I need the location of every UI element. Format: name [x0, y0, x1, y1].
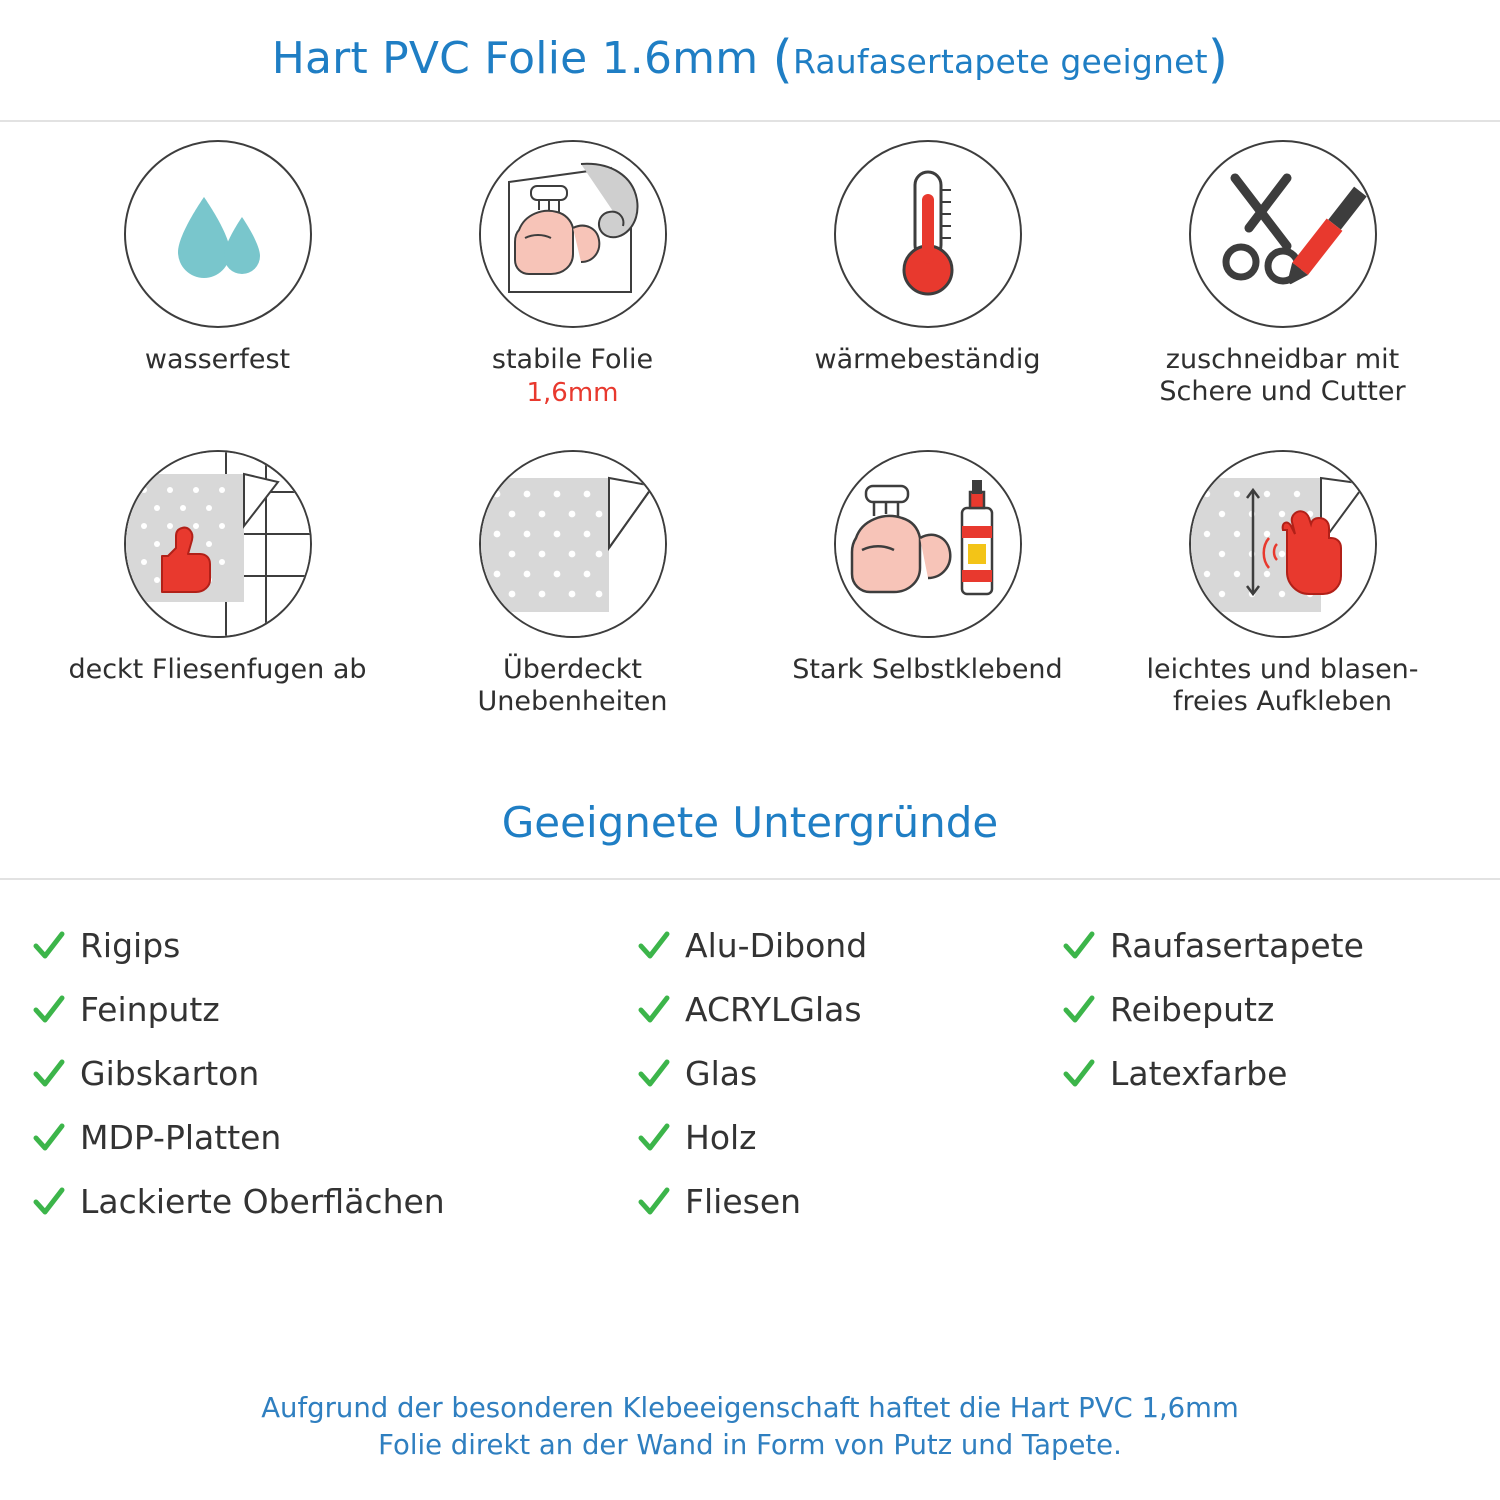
substrate-column-2 [637, 918, 1062, 1230]
list-item [637, 1046, 1062, 1102]
list-item [637, 918, 1062, 974]
feature-label: deckt Fliesenfugen ab [68, 654, 367, 685]
feature-label: zuschneidbar mit Schere und Cutter [1159, 344, 1406, 407]
check-icon [32, 1185, 66, 1219]
feature-item [750, 140, 1105, 450]
footer-line-1: Aufgrund der besonderen Klebeeigenschaft haftet die Hart PVC 1,6mm [261, 1391, 1239, 1424]
list-item-label: Lackierte Oberflächen [80, 1181, 445, 1221]
feature-item [1105, 450, 1460, 760]
footer-line-2: Folie direkt an der Wand in Form von Putz und Tapete. [378, 1428, 1122, 1461]
list-item-label: Feinputz [80, 989, 220, 1029]
flexing-arm-foil-icon [479, 140, 667, 328]
feature-caption [792, 654, 1062, 686]
feature-label: wasserfest [144, 344, 291, 375]
thermometer-icon [834, 140, 1022, 328]
feature-caption [145, 344, 290, 376]
list-item [637, 982, 1062, 1038]
check-icon [32, 1121, 66, 1155]
list-item [32, 982, 637, 1038]
feature-caption [1118, 344, 1448, 408]
feature-label: leichtes und blasen- freies Aufkleben [1146, 654, 1419, 717]
list-item-label: Gibskarton [80, 1053, 260, 1093]
feature-item [750, 450, 1105, 760]
list-item [1062, 918, 1470, 974]
feature-label: Überdeckt Unebenheiten [477, 654, 668, 717]
check-icon [1062, 993, 1096, 1027]
feature-item [395, 140, 750, 450]
check-icon [637, 993, 671, 1027]
page-header [0, 0, 1500, 122]
list-item [637, 1110, 1062, 1166]
feature-label: Stark Selbstklebend [792, 654, 1063, 685]
strong-arm-glue-icon [834, 450, 1022, 638]
paren-close: ) [1207, 30, 1229, 90]
substrate-lists [0, 880, 1500, 1230]
feature-caption [492, 344, 653, 409]
check-icon [1062, 1057, 1096, 1091]
list-item [637, 1174, 1062, 1230]
check-icon [1062, 929, 1096, 963]
list-item-label: Alu-Dibond [685, 925, 868, 965]
check-icon [637, 1121, 671, 1155]
water-drops-icon [124, 140, 312, 328]
feature-item [1105, 140, 1460, 450]
scissors-cutter-icon [1189, 140, 1377, 328]
list-item [32, 1174, 637, 1230]
section-header [0, 766, 1500, 880]
list-item-label: Rigips [80, 925, 181, 965]
list-item-label: ACRYLGlas [685, 989, 862, 1029]
feature-caption [408, 654, 738, 718]
check-icon [32, 993, 66, 1027]
substrate-column-1 [32, 918, 637, 1230]
check-icon [637, 1185, 671, 1219]
hand-smoothing-icon [1189, 450, 1377, 638]
list-item [32, 918, 637, 974]
page-title [272, 30, 1229, 90]
list-item [1062, 1046, 1470, 1102]
check-icon [32, 929, 66, 963]
list-item [32, 1110, 637, 1166]
thumbs-up-tiles-icon [124, 450, 312, 638]
list-item-label: Raufasertapete [1110, 925, 1364, 965]
feature-caption [68, 654, 366, 686]
foil-peel-icon [479, 450, 667, 638]
feature-sublabel: 1,6mm [526, 377, 619, 408]
feature-caption [814, 344, 1040, 376]
substrate-column-3 [1062, 918, 1470, 1230]
list-item-label: Reibeputz [1110, 989, 1275, 1029]
feature-item [40, 450, 395, 760]
feature-item [40, 140, 395, 450]
feature-caption [1118, 654, 1448, 718]
list-item [32, 1046, 637, 1102]
list-item-label: Holz [685, 1117, 757, 1157]
feature-label: wärmebeständig [814, 344, 1041, 375]
page-title-main: Hart PVC Folie 1.6mm [271, 33, 759, 84]
page-title-sub: Raufasertapete geeignet [792, 42, 1208, 81]
list-item-label: Fliesen [685, 1181, 802, 1221]
check-icon [637, 1057, 671, 1091]
list-item-label: Glas [685, 1053, 758, 1093]
section-title: Geeignete Untergründe [501, 797, 999, 847]
feature-item [395, 450, 750, 760]
footer-note [0, 1390, 1500, 1464]
list-item-label: Latexfarbe [1110, 1053, 1288, 1093]
feature-label: stabile Folie [491, 344, 654, 375]
paren-open: ( [772, 30, 793, 90]
list-item-label: MDP-Platten [80, 1117, 282, 1157]
list-item [1062, 982, 1470, 1038]
check-icon [32, 1057, 66, 1091]
check-icon [637, 929, 671, 963]
feature-grid [0, 122, 1500, 760]
